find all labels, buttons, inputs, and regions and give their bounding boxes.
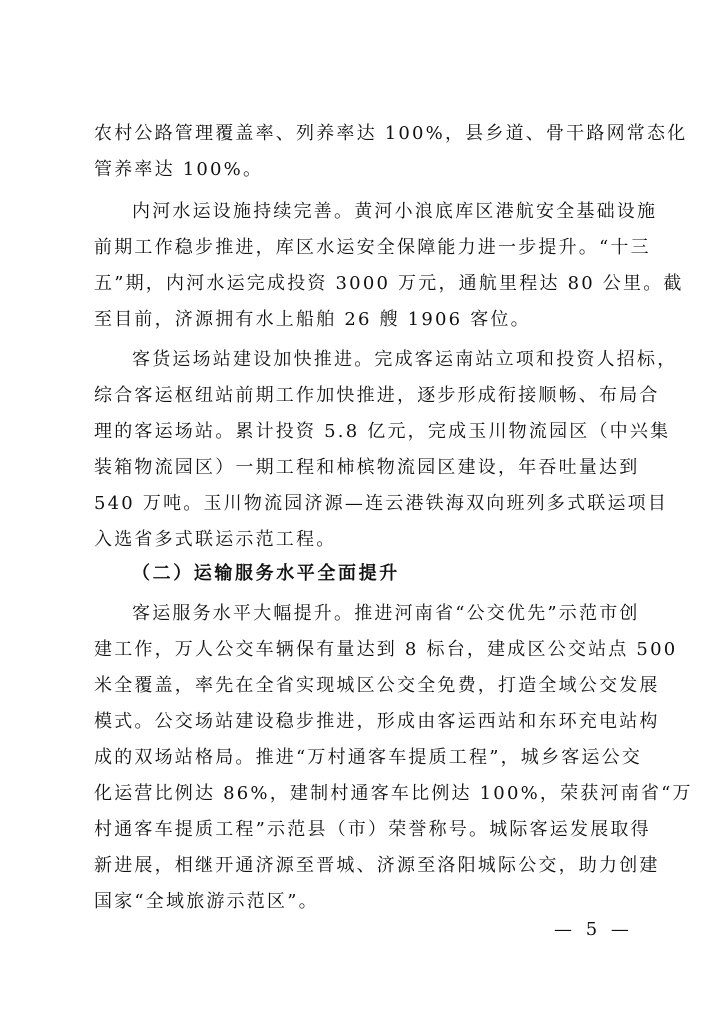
body-text-line: 540 万吨。玉川物流园济源—连云港铁海双向班列多式联运项目	[94, 493, 669, 514]
body-text-line: 农村公路管理覆盖率、列养率达 100%，县乡道、骨干路网常态化	[94, 123, 688, 144]
body-text-line: 管养率达 100%。	[94, 159, 264, 180]
body-text-line: 米全覆盖，率先在全省实现城区公交全免费，打造全域公交发展	[94, 675, 660, 696]
body-text-line: 综合客运枢纽站前期工作加快推进，逐步形成衔接顺畅、布局合	[94, 385, 660, 406]
body-text-line: 至目前，济源拥有水上船舶 26 艘 1906 客位。	[94, 309, 531, 330]
body-text-line: 模式。公交场站建设稳步推进，形成由客运西站和东环充电站构	[94, 711, 660, 732]
body-text-line: 入选省多式联运示范工程。	[94, 529, 337, 550]
body-text-line: 五”期，内河水运完成投资 3000 万元，通航里程达 80 公里。截	[94, 273, 684, 294]
section-heading: （二）运输服务水平全面提升	[132, 563, 400, 584]
paragraph-first-line: 客运服务水平大幅提升。推进河南省“公交优先”示范市创	[132, 603, 640, 624]
body-text-line: 理的客运场站。累计投资 5.8 亿元，完成玉川物流园区（中兴集	[94, 421, 671, 442]
body-text-line: 新进展，相继开通济源至晋城、济源至洛阳城际公交，助力创建	[94, 855, 660, 876]
body-text-line: 前期工作稳步推进，库区水运安全保障能力进一步提升。“十三	[94, 237, 651, 258]
body-text-line: 化运营比例达 86%，建制村通客车比例达 100%，荣获河南省“万	[94, 783, 693, 804]
body-text-line: 国家“全域旅游示范区”。	[94, 891, 319, 912]
page-number: — 5 —	[554, 919, 633, 940]
paragraph-first-line: 客货运场站建设加快推进。完成客运南站立项和投资人招标，	[132, 349, 678, 370]
body-text-line: 成的双场站格局。推进“万村通客车提质工程”，城乡客运公交	[94, 747, 643, 768]
body-text-line: 建工作，万人公交车辆保有量达到 8 标台，建成区公交站点 500	[94, 639, 678, 660]
paragraph-first-line: 内河水运设施持续完善。黄河小浪底库区港航安全基础设施	[132, 201, 658, 222]
body-text-line: 村通客车提质工程”示范县（市）荣誉称号。城际客运发展取得	[94, 819, 651, 840]
body-text-line: 装箱物流园区）一期工程和柿槟物流园区建设，年吞吐量达到	[94, 457, 640, 478]
